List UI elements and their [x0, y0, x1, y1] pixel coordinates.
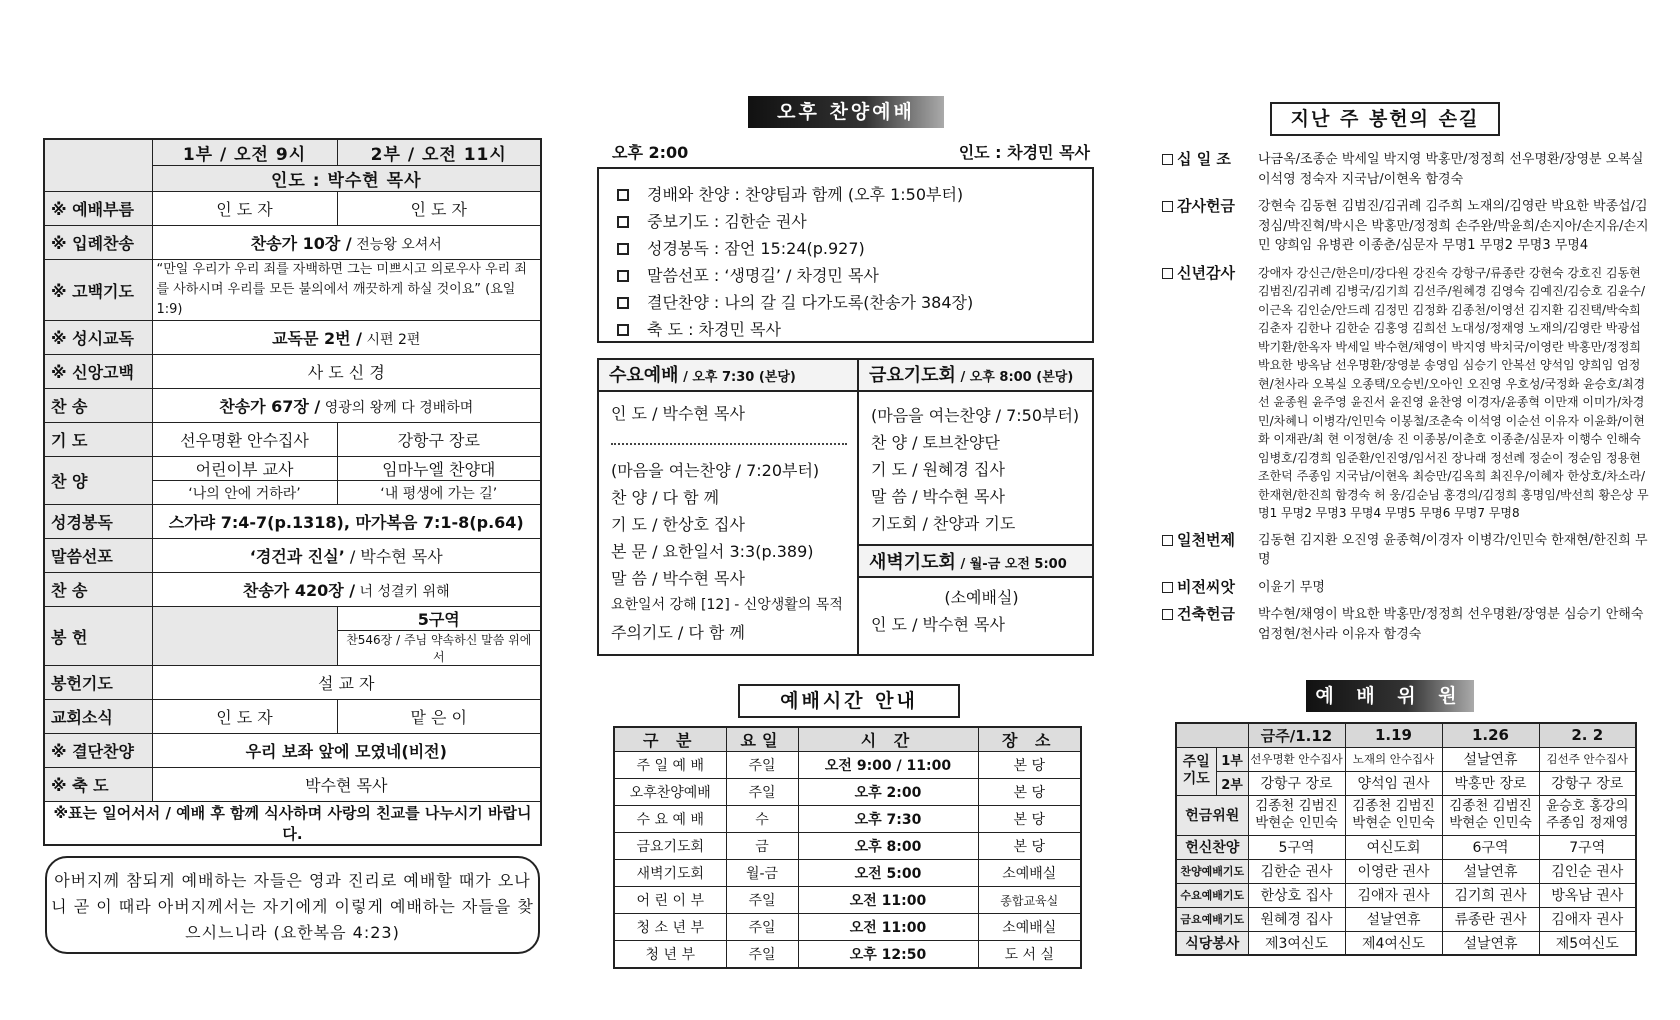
wednesday-title: 수요예배 / 오후 7:30 (본당): [599, 360, 857, 392]
checkbox-icon: [617, 189, 629, 201]
order-row: 찬 양 어린이부 교사 임마누엘 찬양대: [44, 457, 541, 481]
dotted-divider: [611, 431, 847, 445]
list-item: 감사헌금 강현숙 김동현 김범진/김귀례 김주희 노재의/김영란 박요한 박종섭/김정심/박진혁/박시은 박홍만/정정희 손주완/박윤희/손지아/손지유/손지민 양희임 유병관 이종춘/심문자 무명1 무명2 무명3 무명4: [1162, 197, 1652, 256]
checkbox-icon: [617, 270, 629, 282]
order-row: ※ 축 도 박수현 목사: [44, 768, 541, 802]
order-row: 찬 송 찬송가 420장 / 너 성결키 위해: [44, 573, 541, 607]
service-2-header: 2부 / 오전 11시: [337, 139, 541, 166]
order-row: ※ 신앙고백 사 도 신 경: [44, 355, 541, 389]
order-row: 성경봉독 스가랴 7:4-7(p.1318), 마가복음 7:1-8(p.64): [44, 505, 541, 539]
order-row: ※ 성시교독 교독문 2번 / 시편 2편: [44, 321, 541, 355]
order-row: ※ 고백기도 “만일 우리가 우리 죄를 자백하면 그는 미쁘시고 의로우사 우리 죄를 사하시며 우리를 모든 불의에서 깨끗하게 하실 것이요” (요일 1:9): [44, 260, 541, 321]
checkbox-icon: [1162, 582, 1173, 593]
order-row: 말씀선포 ‘경건과 진실’ / 박수현 목사: [44, 539, 541, 573]
checkbox-icon: [1162, 609, 1173, 620]
schedule-title: 예배시간 안내: [738, 684, 960, 718]
order-row: 찬546장 / 주님 약속하신 말씀 위에서: [44, 631, 541, 666]
offerings-title: 지난 주 봉헌의 손길: [1270, 102, 1500, 136]
friday-service: 금요기도회 / 오후 8:00 (본당) (마음을 여는찬양 / 7:50부터) 찬 양 / 토브찬양단 기 도 / 원혜경 집사 말 씀 / 박수현 목사 기도회 / 찬양과 기도 새벽기도회 / 월-금 오전 5:00 (소예배실) 인 도 / 박수현 목사: [859, 360, 1092, 654]
afternoon-worship-header: [612, 140, 1090, 164]
table-row: 청 소 년 부 주일 오전 11:00 소예배실: [614, 914, 1081, 941]
table-row: 수 요 예 배 수 오후 7:30 본 당: [614, 806, 1081, 833]
leader-header: 인도 : 박수현 목사: [152, 166, 541, 192]
table-row: 어 린 이 부 주일 오전 11:00 종합교육실: [614, 887, 1081, 914]
worship-order-table: [43, 138, 542, 846]
order-note: ※표는 일어서서 / 예배 후 함께 식사하며 사랑의 친교를 나누시기 바랍니다.: [44, 802, 541, 846]
list-item: 말씀선포 : ‘생명길’ / 차경민 목사: [617, 262, 1092, 289]
checkbox-icon: [1162, 201, 1173, 212]
order-row: 교회소식 인 도 자 맡 은 이: [44, 700, 541, 734]
list-item: 축 도 : 차경민 목사: [617, 316, 1092, 343]
worship-committee-title: 예 배 위 원: [1306, 680, 1474, 712]
table-row: 2부 강항구 장로 양석임 권사 박홍만 장로 강항구 장로: [1176, 771, 1636, 795]
list-item: 건축헌금 박수현/채영이 박요한 박홍만/정정희 선우명환/장영분 심승기 안해숙 엄정현/천사라 이유자 함경숙: [1162, 605, 1652, 644]
checkbox-icon: [617, 243, 629, 255]
table-row: 금요기도회 금 오후 8:00 본 당: [614, 833, 1081, 860]
order-row: ※ 예배부름 인 도 자 인 도 자: [44, 192, 541, 226]
checkbox-icon: [1162, 154, 1173, 165]
list-item: 성경봉독 : 잠언 15:24(p.927): [617, 235, 1092, 262]
order-row: ※ 결단찬양 우리 보좌 앞에 모였네(비전): [44, 734, 541, 768]
table-row: 금요예배기도 원혜경 집사 설날연휴 류종란 권사 김애자 권사: [1176, 907, 1636, 931]
sunday-worship-order: [43, 138, 540, 954]
afternoon-worship-title: 오후 찬양예배: [748, 96, 944, 128]
scripture-verse-box: 아버지께 참되게 예배하는 자들은 영과 진리로 예배할 때가 오나니 곧 이 때라 아버지께서는 자기에게 이렇게 예배하는 자들을 찾으시느니라 (요한복음 4:23): [45, 856, 540, 954]
order-row: 찬 송 찬송가 67장 / 영광의 왕께 다 경배하며: [44, 389, 541, 423]
order-row: ※ 입례찬송 찬송가 10장 / 전능왕 오셔서: [44, 226, 541, 260]
afternoon-worship-box: [597, 167, 1094, 343]
order-row: 기 도 선우명환 안수집사 강항구 장로: [44, 423, 541, 457]
afternoon-leader: 인도 : 차경민 목사: [958, 143, 1090, 162]
table-row: 청 년 부 주일 오후 12:50 도 서 실: [614, 941, 1081, 968]
table-row: 주일기도 1부 선우명환 안수집사 노재의 안수집사 설날연휴 김선주 안수집사: [1176, 747, 1636, 771]
weekday-services-box: [597, 358, 1094, 656]
list-item: 경배와 찬양 : 찬양팀과 함께 (오후 1:50부터): [617, 181, 1092, 208]
table-row: 주 일 예 배 주일 오전 9:00 / 11:00 본 당: [614, 752, 1081, 779]
table-row: 오후찬양예배 주일 오후 2:00 본 당: [614, 779, 1081, 806]
checkbox-icon: [617, 216, 629, 228]
list-item: 신년감사 강애자 강신근/한은미/강다원 강진숙 강항구/류종란 강현숙 강호진 김동현 김범진/김귀례 김병국/김기희 김선주/원혜경 김영숙 김예진/김승호 김윤수/이근옥 김인순/안드레 김정민 김정화 김종천/이영선 김지환 김진택/박숙희 김춘자 김한나 김한순 김홍영 김희선 노대성/정재영 노재의/김영란 박광섭 박기환/한옥자 박세일 박수현/채영이 박지영 박치국/이영란 박홍만/정정희 박요한 방옥남 선우명환/장영분 송영임 심승기 안복선 양석임 양희임 엄정현/천사라 오복실 오종택/오승빈/오아인 오진영 우호성/국정화 윤승호/최경선 윤종원 윤주영 윤진서 윤진영 윤찬영 이경자/윤종혁 이만재 이미가/차경민/차혜니 이병각/인민숙 이봉철/조춘숙 이석영 이순선 이유자 이윤화/이현화 이재관/최 현 이정현/송 진 이종봉/이춘호 이종춘/심문자 이행수 인해숙 임병호/김경희 임준환/인진영/임서진 장나래 정선례 정순이 정순임 정용현 조한덕 주종임 지국남/이현옥 최승만/김옥희 최진우/이혜자 한상호/차소라/한재현/한진희 함경숙 허 웅/김순님 홍경의/김정희 홍명임/박선희 황은상 무명1 무명2 무명3 무명4 무명5 무명6 무명7 무명8: [1162, 264, 1652, 523]
order-row: 봉 헌 5구역: [44, 607, 541, 631]
schedule-table: 구 분 요일 시 간 장 소 주 일 예 배 주일 오전 9:00 / 11:00 본 당 오후찬양예배 주일 오후 2:00 본 당 수 요 예 배 수 오후 7:30 본 당 금요기도회 금 오후 8:00 본 당 새벽기도회 월-금 오전 5:00 소예배실 어 린 이 부 주일 오전 11:00 종합교육실 청 소 년 부 주일 오전 11:00 소예배실 청 년 부 주일 오후 12:50 도 서 실: [613, 726, 1082, 969]
checkbox-icon: [1162, 268, 1173, 279]
order-row: 봉헌기도 설 교 자: [44, 666, 541, 700]
list-item: 십 일 조 나금옥/조종순 박세일 박지영 박홍만/정정희 선우명환/장영분 오복실 이석영 정숙자 지국남/이현옥 함경숙: [1162, 150, 1652, 189]
list-item: 비전씨앗 이윤기 무명: [1162, 578, 1652, 598]
checkbox-icon: [617, 324, 629, 336]
service-1-header: 1부 / 오전 9시: [152, 139, 337, 166]
list-item: 중보기도 : 김한순 권사: [617, 208, 1092, 235]
worship-committee-table: 금주/1.12 1.19 1.26 2. 2 주일기도 1부 선우명환 안수집사 노재의 안수집사 설날연휴 김선주 안수집사 2부 강항구 장로 양석임 권사 박홍만 장로 강항구 장로 헌금위원 김종천 김범진 박현순 인민숙 김종천 김범진 박현순 인민숙 김종천 김범진 박현순 인민숙 윤승호 홍강의 주종임 정재영 헌신찬양 5구역 여신도회 6구역 7구역 찬양예배기도 김한순 권사 이영란 권사 설날연휴 김인순 권사 수요예배기도 한상호 집사 김애자 권사 김기희 권사 방옥남 권사 금요예배기도 원혜경 집사 설날연휴 류종란 권사 김애자 권사 식당봉사 제3여신도 제4여신도 설날연휴 제5여신도: [1175, 722, 1637, 956]
table-row: 식당봉사 제3여신도 제4여신도 설날연휴 제5여신도: [1176, 931, 1636, 955]
table-row: 찬양예배기도 김한순 권사 이영란 권사 설날연휴 김인순 권사: [1176, 859, 1636, 883]
checkbox-icon: [1162, 535, 1173, 546]
list-item: 일천번제 김동현 김지환 오진영 윤종혁/이경자 이병각/인민숙 한재현/한진희 무명: [1162, 531, 1652, 570]
list-item: 결단찬양 : 나의 갈 길 다가도록(찬송가 384장): [617, 289, 1092, 316]
table-row: 헌금위원 김종천 김범진 박현순 인민숙 김종천 김범진 박현순 인민숙 김종천 김범진 박현순 인민숙 윤승호 홍강의 주종임 정재영: [1176, 795, 1636, 835]
afternoon-time: 오후 2:00: [612, 143, 689, 162]
wednesday-service: 수요예배 / 오후 7:30 (본당) 인 도 / 박수현 목사 (마음을 여는찬양 / 7:20부터) 찬 양 / 다 함 께 기 도 / 한상호 집사 본 문 / 요한일서 3:3(p.389) 말 씀 / 박수현 목사 요한일서 강해 [12] - 신앙생활의 목적 주의기도 / 다 함 께: [599, 360, 859, 654]
friday-title: 금요기도회 / 오후 8:00 (본당): [859, 360, 1092, 392]
dawn-prayer-title: 새벽기도회 / 월-금 오전 5:00: [859, 544, 1092, 578]
order-row: ‘나의 안에 거하라’ ‘내 평생에 가는 길’: [44, 481, 541, 505]
table-row: 수요예배기도 한상호 집사 김애자 권사 김기희 권사 방옥남 권사: [1176, 883, 1636, 907]
offerings-list: [1162, 150, 1652, 652]
table-row: 새벽기도회 월-금 오전 5:00 소예배실: [614, 860, 1081, 887]
table-row: 헌신찬양 5구역 여신도회 6구역 7구역: [1176, 835, 1636, 859]
checkbox-icon: [617, 297, 629, 309]
